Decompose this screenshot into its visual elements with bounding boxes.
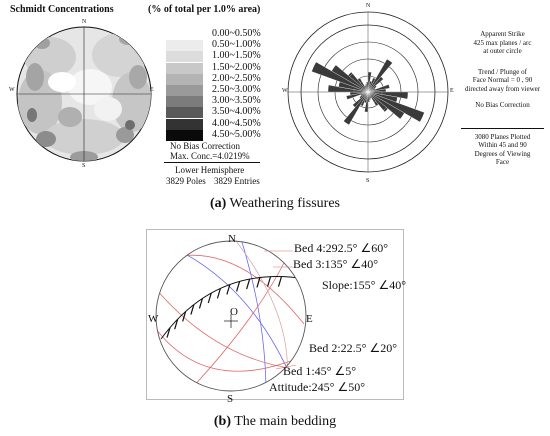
- rose-south-label: S: [366, 178, 370, 184]
- stereonet-east-label: E: [150, 87, 154, 93]
- rose-diagram: [283, 4, 453, 184]
- attitude-label: Attitude:245° ∠50°: [269, 380, 366, 394]
- caption-a-label: (a): [209, 196, 227, 211]
- caption-a: [0, 196, 550, 212]
- stereonet-title: Schmidt Concentrations: [10, 4, 114, 15]
- bedding-east-label: E: [306, 313, 313, 325]
- trend-line-1: Trend / Plunge of: [478, 67, 527, 76]
- bed1-label: Bed 1:45° ∠5°: [283, 364, 357, 378]
- rose-east-label: E: [450, 88, 454, 94]
- legend-label: 2.50~3.00%: [212, 84, 261, 95]
- legend-swatch: [166, 51, 203, 62]
- legend-label: 4.50~5.00%: [212, 128, 261, 140]
- slope-hatch-tick: [268, 277, 271, 287]
- stereonet-north-label: N: [82, 19, 87, 25]
- bed2-label: Bed 2:22.5° ∠20°: [309, 341, 398, 355]
- legend-label: 0.50~1.00%: [212, 39, 261, 51]
- legend-swatch: [166, 74, 203, 85]
- bedding-center-label: O: [230, 306, 238, 318]
- caption-b-label: (b): [213, 414, 231, 429]
- caption-b-text: The main bedding: [231, 414, 337, 429]
- rose-info-divider: [461, 128, 544, 129]
- bedding-north-label: N: [228, 233, 236, 245]
- rose-west-label: W: [282, 88, 288, 94]
- legend-swatch: [166, 130, 203, 141]
- stereonet-max-conc: Max. Conc.=4.0219%: [170, 151, 250, 161]
- slope-hatch-tick: [247, 279, 250, 289]
- legend-label: 1.50~2.00%: [212, 61, 261, 73]
- stereonet-west-label: W: [9, 87, 15, 93]
- rose-bias-note: No Bias Correction: [475, 101, 530, 109]
- caption-a-text: Weathering fissures: [226, 196, 341, 211]
- legend-swatch: [166, 29, 203, 40]
- stereonet-bias-note: No Bias Correction: [170, 141, 240, 151]
- slope-hatch-tick: [237, 281, 240, 291]
- caption-b: [0, 414, 550, 430]
- bedding-west-label: W: [148, 313, 159, 325]
- stereonet-south-label: S: [82, 163, 86, 169]
- trend-line-2: Face Normal = 0 , 90: [472, 76, 533, 84]
- legend-swatch: [166, 119, 203, 130]
- stereonet-poles: 3829 Poles: [166, 176, 206, 186]
- planes-line-2: Within 45 and 90: [478, 141, 527, 149]
- slope-hatch-tick: [278, 277, 281, 287]
- legend-label: 3.50~4.00%: [212, 106, 261, 118]
- legend-swatch: [166, 40, 203, 51]
- strike-line-1: Apparent Strike: [480, 30, 525, 38]
- legend-label: 0.00~0.50%: [212, 28, 261, 39]
- rose-north-label: N: [366, 3, 371, 9]
- schmidt-stereonet: [10, 17, 170, 177]
- legend-label: 1.00~1.50%: [212, 50, 261, 62]
- legend-label: 3.00~3.50%: [212, 95, 261, 107]
- rose-info-panel: [455, 30, 550, 167]
- stereonet-divider: [164, 162, 260, 163]
- legend-swatch: [166, 85, 203, 96]
- strike-line-2: 425 max planes / arc: [473, 38, 532, 47]
- legend-label: 2.00~2.50%: [212, 72, 261, 84]
- legend-label: 4.00~4.50%: [212, 117, 261, 129]
- planes-line-4: Face: [495, 158, 510, 166]
- slope-label: Slope:155° ∠40°: [322, 278, 407, 292]
- bed3-label: Bed 3:135° ∠40°: [293, 257, 379, 271]
- legend-swatch: [166, 107, 203, 118]
- strike-line-3: at outer circle: [483, 47, 522, 55]
- stereonet-hemisphere: Lower Hemisphere: [175, 165, 245, 175]
- stereonet-subtitle: (% of total per 1.0% area): [148, 4, 261, 15]
- legend-swatch: [166, 96, 203, 107]
- bedding-south-label: S: [227, 393, 234, 405]
- bed4-label: Bed 4:292.5° ∠60°: [294, 241, 389, 255]
- legend-swatch: [166, 63, 203, 74]
- trend-line-3: directed away from viewer: [464, 84, 541, 93]
- planes-line-1: 3080 Planes Plotted: [474, 132, 531, 141]
- stereonet-entries: 3829 Entries: [214, 176, 260, 186]
- planes-line-3: Degrees of Viewing: [474, 149, 531, 158]
